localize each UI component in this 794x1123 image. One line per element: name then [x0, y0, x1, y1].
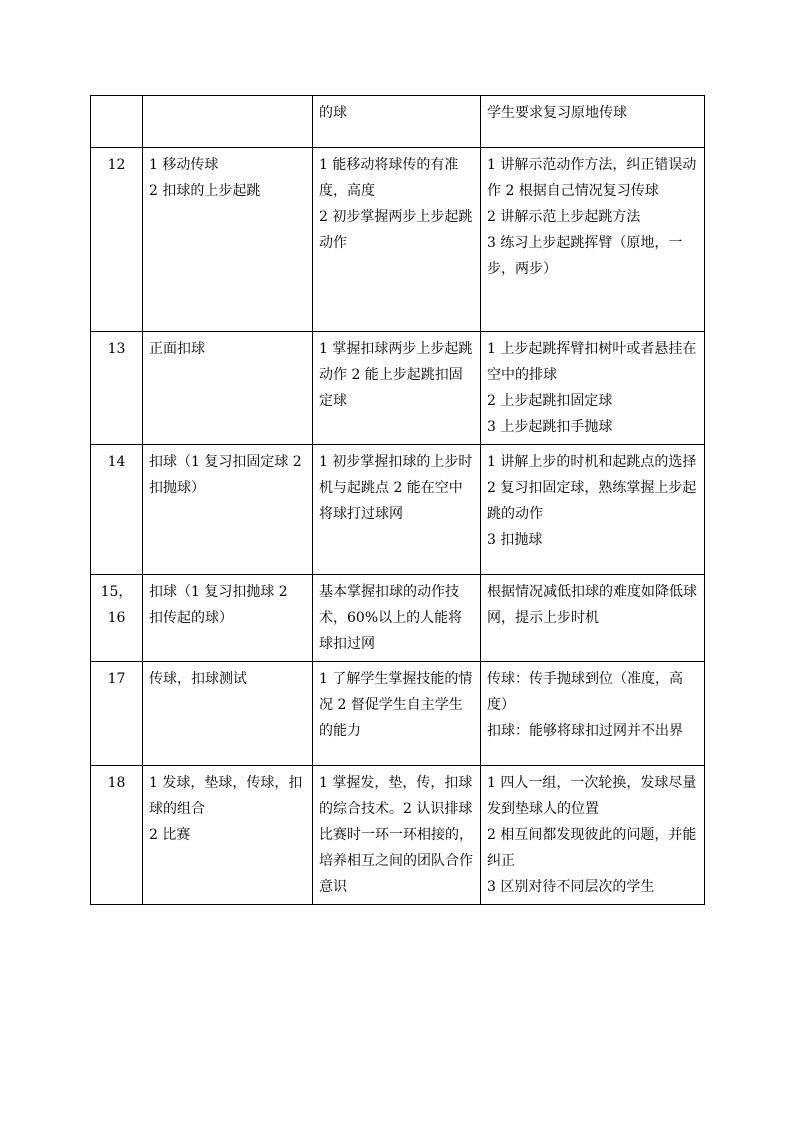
- lesson-method-cell: [481, 445, 705, 575]
- lesson-number-cell: [91, 445, 143, 575]
- lesson-method-cell: [481, 766, 705, 905]
- table-row: [91, 575, 705, 662]
- cell-line: 1 讲解上步的时机和起跳点的选择: [487, 454, 697, 470]
- lesson-content-cell: [143, 332, 313, 445]
- lesson-method-cell: [481, 332, 705, 445]
- lesson-content-cell: [143, 96, 313, 148]
- cell-line: 17: [107, 671, 126, 687]
- cell-line: 1 发球，垫球，传球，扣球的组合: [149, 775, 303, 817]
- table-body: [91, 96, 705, 905]
- cell-line: 3 扣抛球: [487, 532, 543, 548]
- table-row: [91, 332, 705, 445]
- cell-line: 传球，扣球测试: [149, 671, 247, 687]
- lesson-content-cell: [143, 445, 313, 575]
- cell-line: 1 掌握扣球两步上步起跳动作 2 能上步起跳扣固定球: [319, 341, 473, 409]
- cell-line: 2 扣球的上步起跳: [149, 183, 261, 199]
- lesson-method-cell: [481, 662, 705, 766]
- cell-line: 2 复习扣固定球，熟练掌握上步起跳的动作: [487, 480, 697, 522]
- cell-line: 2 初步掌握两步上步起跳动作: [319, 209, 473, 251]
- lesson-method-cell: [481, 575, 705, 662]
- cell-line: 1 初步掌握扣球的上步时机与起跳点 2 能在空中将球打过球网: [319, 454, 473, 522]
- cell-line: 13: [107, 341, 126, 357]
- lesson-number-cell: [91, 332, 143, 445]
- lesson-method-cell: [481, 96, 705, 148]
- lesson-goal-cell: [313, 662, 481, 766]
- table-row: [91, 148, 705, 332]
- cell-line: 1 掌握发，垫，传，扣球的综合技术。2 认识排球比赛时一环一环相接的，培养相互之间的团队合作意识: [319, 775, 473, 895]
- cell-line: 扣球（1 复习扣抛球 2 扣传起的球）: [149, 584, 288, 626]
- lesson-goal-cell: [313, 96, 481, 148]
- cell-line: 14: [107, 454, 126, 470]
- cell-line: 3 练习上步起跳挥臂（原地，一步，两步）: [487, 235, 683, 277]
- cell-line: 扣球：能够将球扣过网并不出界: [487, 723, 683, 739]
- lesson-number-cell: [91, 575, 143, 662]
- cell-line: 2 相互间都发现彼此的问题，并能纠正: [487, 827, 697, 869]
- cell-line: 2 上步起跳扣固定球: [487, 393, 613, 409]
- lesson-goal-cell: [313, 575, 481, 662]
- lesson-number-cell: [91, 96, 143, 148]
- cell-line: 根据情况减低扣球的难度如降低球网，提示上步时机: [487, 584, 697, 626]
- table-row: [91, 662, 705, 766]
- lesson-number-cell: [91, 766, 143, 905]
- lesson-content-cell: [143, 575, 313, 662]
- lesson-number-cell: [91, 662, 143, 766]
- cell-line: 的球: [319, 105, 347, 121]
- lesson-goal-cell: [313, 148, 481, 332]
- lesson-method-cell: [481, 148, 705, 332]
- cell-line: 18: [107, 775, 126, 791]
- cell-line: 15，: [100, 584, 133, 600]
- cell-line: 1 四人一组，一次轮换，发球尽量发到垫球人的位置: [487, 775, 697, 817]
- cell-line: 2 比赛: [149, 827, 191, 843]
- cell-line: 1 讲解示范动作方法，纠正错误动作 2 根据自己情况复习传球: [487, 157, 697, 199]
- cell-line: 1 能移动将球传的有准度，高度: [319, 157, 459, 199]
- lesson-number-cell: [91, 148, 143, 332]
- cell-line: 1 了解学生掌握技能的情况 2 督促学生自主学生的能力: [319, 671, 473, 739]
- cell-line: 2 讲解示范上步起跳方法: [487, 209, 641, 225]
- cell-line: 1 移动传球: [149, 157, 219, 173]
- table-row: [91, 445, 705, 575]
- lesson-goal-cell: [313, 332, 481, 445]
- cell-line: 3 上步起跳扣手抛球: [487, 419, 613, 435]
- cell-line: 16: [107, 610, 126, 626]
- cell-line: 3 区别对待不同层次的学生: [487, 879, 655, 895]
- lesson-content-cell: [143, 766, 313, 905]
- lesson-content-cell: [143, 662, 313, 766]
- cell-line: 学生要求复习原地传球: [487, 105, 627, 121]
- cell-line: 1 上步起跳挥臂扣树叶或者悬挂在空中的排球: [487, 341, 697, 383]
- table-row: [91, 766, 705, 905]
- cell-line: 正面扣球: [149, 341, 205, 357]
- cell-line: 扣球（1 复习扣固定球 2 扣抛球）: [149, 454, 302, 496]
- cell-line: 12: [107, 157, 126, 173]
- lesson-content-cell: [143, 148, 313, 332]
- cell-line: 基本掌握扣球的动作技术，60%以上的人能将球扣过网: [319, 584, 463, 652]
- lesson-goal-cell: [313, 445, 481, 575]
- cell-line: 传球：传手抛球到位（准度，高度）: [487, 671, 683, 713]
- table-row: [91, 96, 705, 148]
- lesson-goal-cell: [313, 766, 481, 905]
- lesson-plan-table: [90, 95, 705, 905]
